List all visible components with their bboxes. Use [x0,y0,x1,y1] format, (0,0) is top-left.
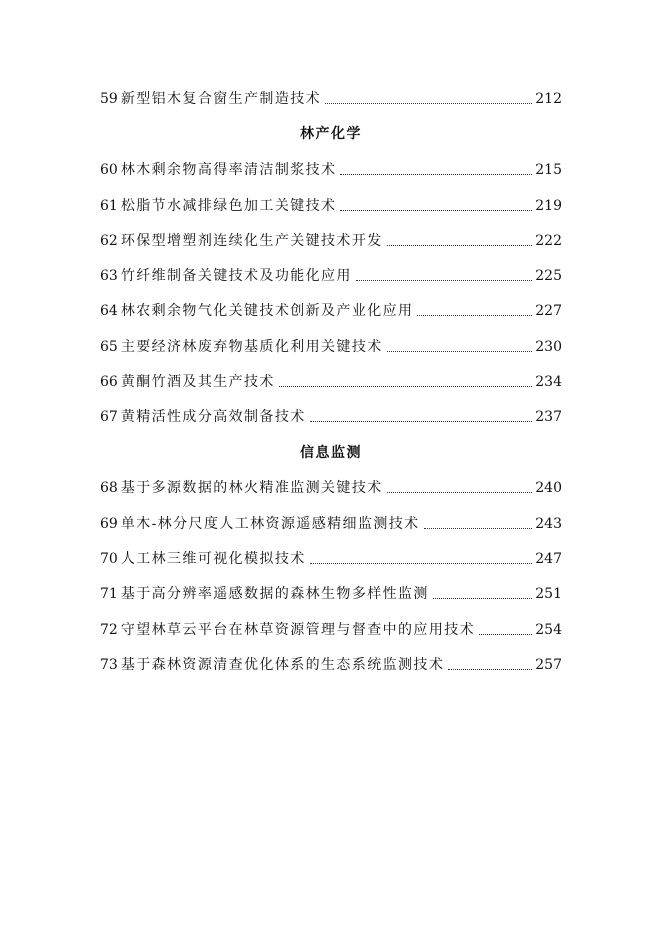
toc-entry-title: 基于高分辨率遥感数据的森林生物多样性监测 [120,586,429,602]
toc-entry[interactable] [100,581,562,603]
toc-entry-title: 黄精活性成分高效制备技术 [120,409,306,425]
toc-entry-number: 72 [100,622,118,638]
toc-entry-page: 243 [535,516,562,532]
toc-entry-number: 66 [100,374,118,390]
toc-entry-page: 230 [535,339,562,355]
toc-entry-number: 62 [100,233,118,249]
toc-entry-page: 225 [535,268,562,284]
toc-entry[interactable] [100,86,562,108]
toc-entry-title: 基于森林资源清查优化体系的生态系统监测技术 [120,657,445,673]
toc-entry[interactable] [100,369,562,391]
toc-entry-title: 主要经济林废弃物基质化利用关键技术 [120,339,383,355]
toc-entry-page: 234 [535,374,562,390]
toc-dot-leader [310,563,533,564]
toc-entry-title: 林木剩余物高得率清洁制浆技术 [120,162,337,178]
toc-entry[interactable] [100,228,562,250]
toc-entry-page: 251 [535,586,562,602]
toc-entry-number: 59 [100,91,118,107]
toc-entry-title: 新型铝木复合窗生产制造技术 [120,91,322,107]
toc-entry-page: 222 [535,233,562,249]
toc-entry[interactable] [100,263,562,285]
toc-entry[interactable] [100,334,562,356]
toc-entry[interactable] [100,546,562,568]
toc-entry-title: 人工林三维可视化模拟技术 [120,551,306,567]
toc-entry-page: 257 [535,657,562,673]
toc-entry-title: 竹纤维制备关键技术及功能化应用 [120,268,352,284]
toc-entry-title: 单木-林分尺度人工林资源遥感精细监测技术 [120,516,420,532]
toc-entry[interactable] [100,298,562,320]
toc-entry[interactable] [100,193,562,215]
toc-entry-title: 环保型增塑剂连续化生产关键技术开发 [120,233,383,249]
toc-entry-page: 212 [535,91,562,107]
toc-entry[interactable] [100,475,562,497]
section-heading-forestry-chemistry: 林产化学 [300,126,362,142]
toc-entry-number: 67 [100,409,118,425]
toc-entry-title: 松脂节水减排绿色加工关键技术 [120,198,337,214]
toc-entry[interactable] [100,404,562,426]
toc-entry-page: 215 [535,162,562,178]
toc-entry-number: 70 [100,551,118,567]
toc-entry-page: 219 [535,198,562,214]
toc-entry-number: 73 [100,657,118,673]
toc-dot-leader [479,634,532,635]
toc-entry-number: 61 [100,198,118,214]
toc-entry-number: 69 [100,516,118,532]
toc-entry-page: 247 [535,551,562,567]
toc-entry-number: 60 [100,162,118,178]
toc-entry[interactable] [100,617,562,639]
toc-dot-leader [340,210,532,211]
toc-entry-title: 林农剩余物气化关键技术创新及产业化应用 [120,303,414,319]
toc-entry[interactable] [100,511,562,533]
toc-dot-leader [325,103,532,104]
toc-dot-leader [387,492,533,493]
toc-entry-number: 63 [100,268,118,284]
toc-entry-title: 基于多源数据的林火精准监测关键技术 [120,480,383,496]
toc-entry[interactable] [100,157,562,179]
toc-dot-leader [340,174,532,175]
toc-entry-page: 240 [535,480,562,496]
toc-dot-leader [417,315,532,316]
section-heading-info-monitoring: 信息监测 [300,445,362,461]
toc-entry-title: 守望林草云平台在林草资源管理与督查中的应用技术 [120,622,476,638]
toc-dot-leader [433,598,532,599]
toc-dot-leader [387,351,533,352]
toc-entry-number: 68 [100,480,118,496]
toc-entry-number: 64 [100,303,118,319]
toc-dot-leader [448,669,532,670]
toc-entry-page: 254 [535,622,562,638]
toc-entry-number: 65 [100,339,118,355]
toc-dot-leader [279,386,532,387]
toc-entry-page: 237 [535,409,562,425]
toc-dot-leader [356,280,532,281]
toc-entry-title: 黄酮竹酒及其生产技术 [120,374,275,390]
toc-entry-number: 71 [100,586,118,602]
toc-entry[interactable] [100,652,562,674]
toc-dot-leader [387,245,533,246]
toc-dot-leader [310,421,533,422]
toc-dot-leader [424,528,533,529]
toc-entry-page: 227 [535,303,562,319]
